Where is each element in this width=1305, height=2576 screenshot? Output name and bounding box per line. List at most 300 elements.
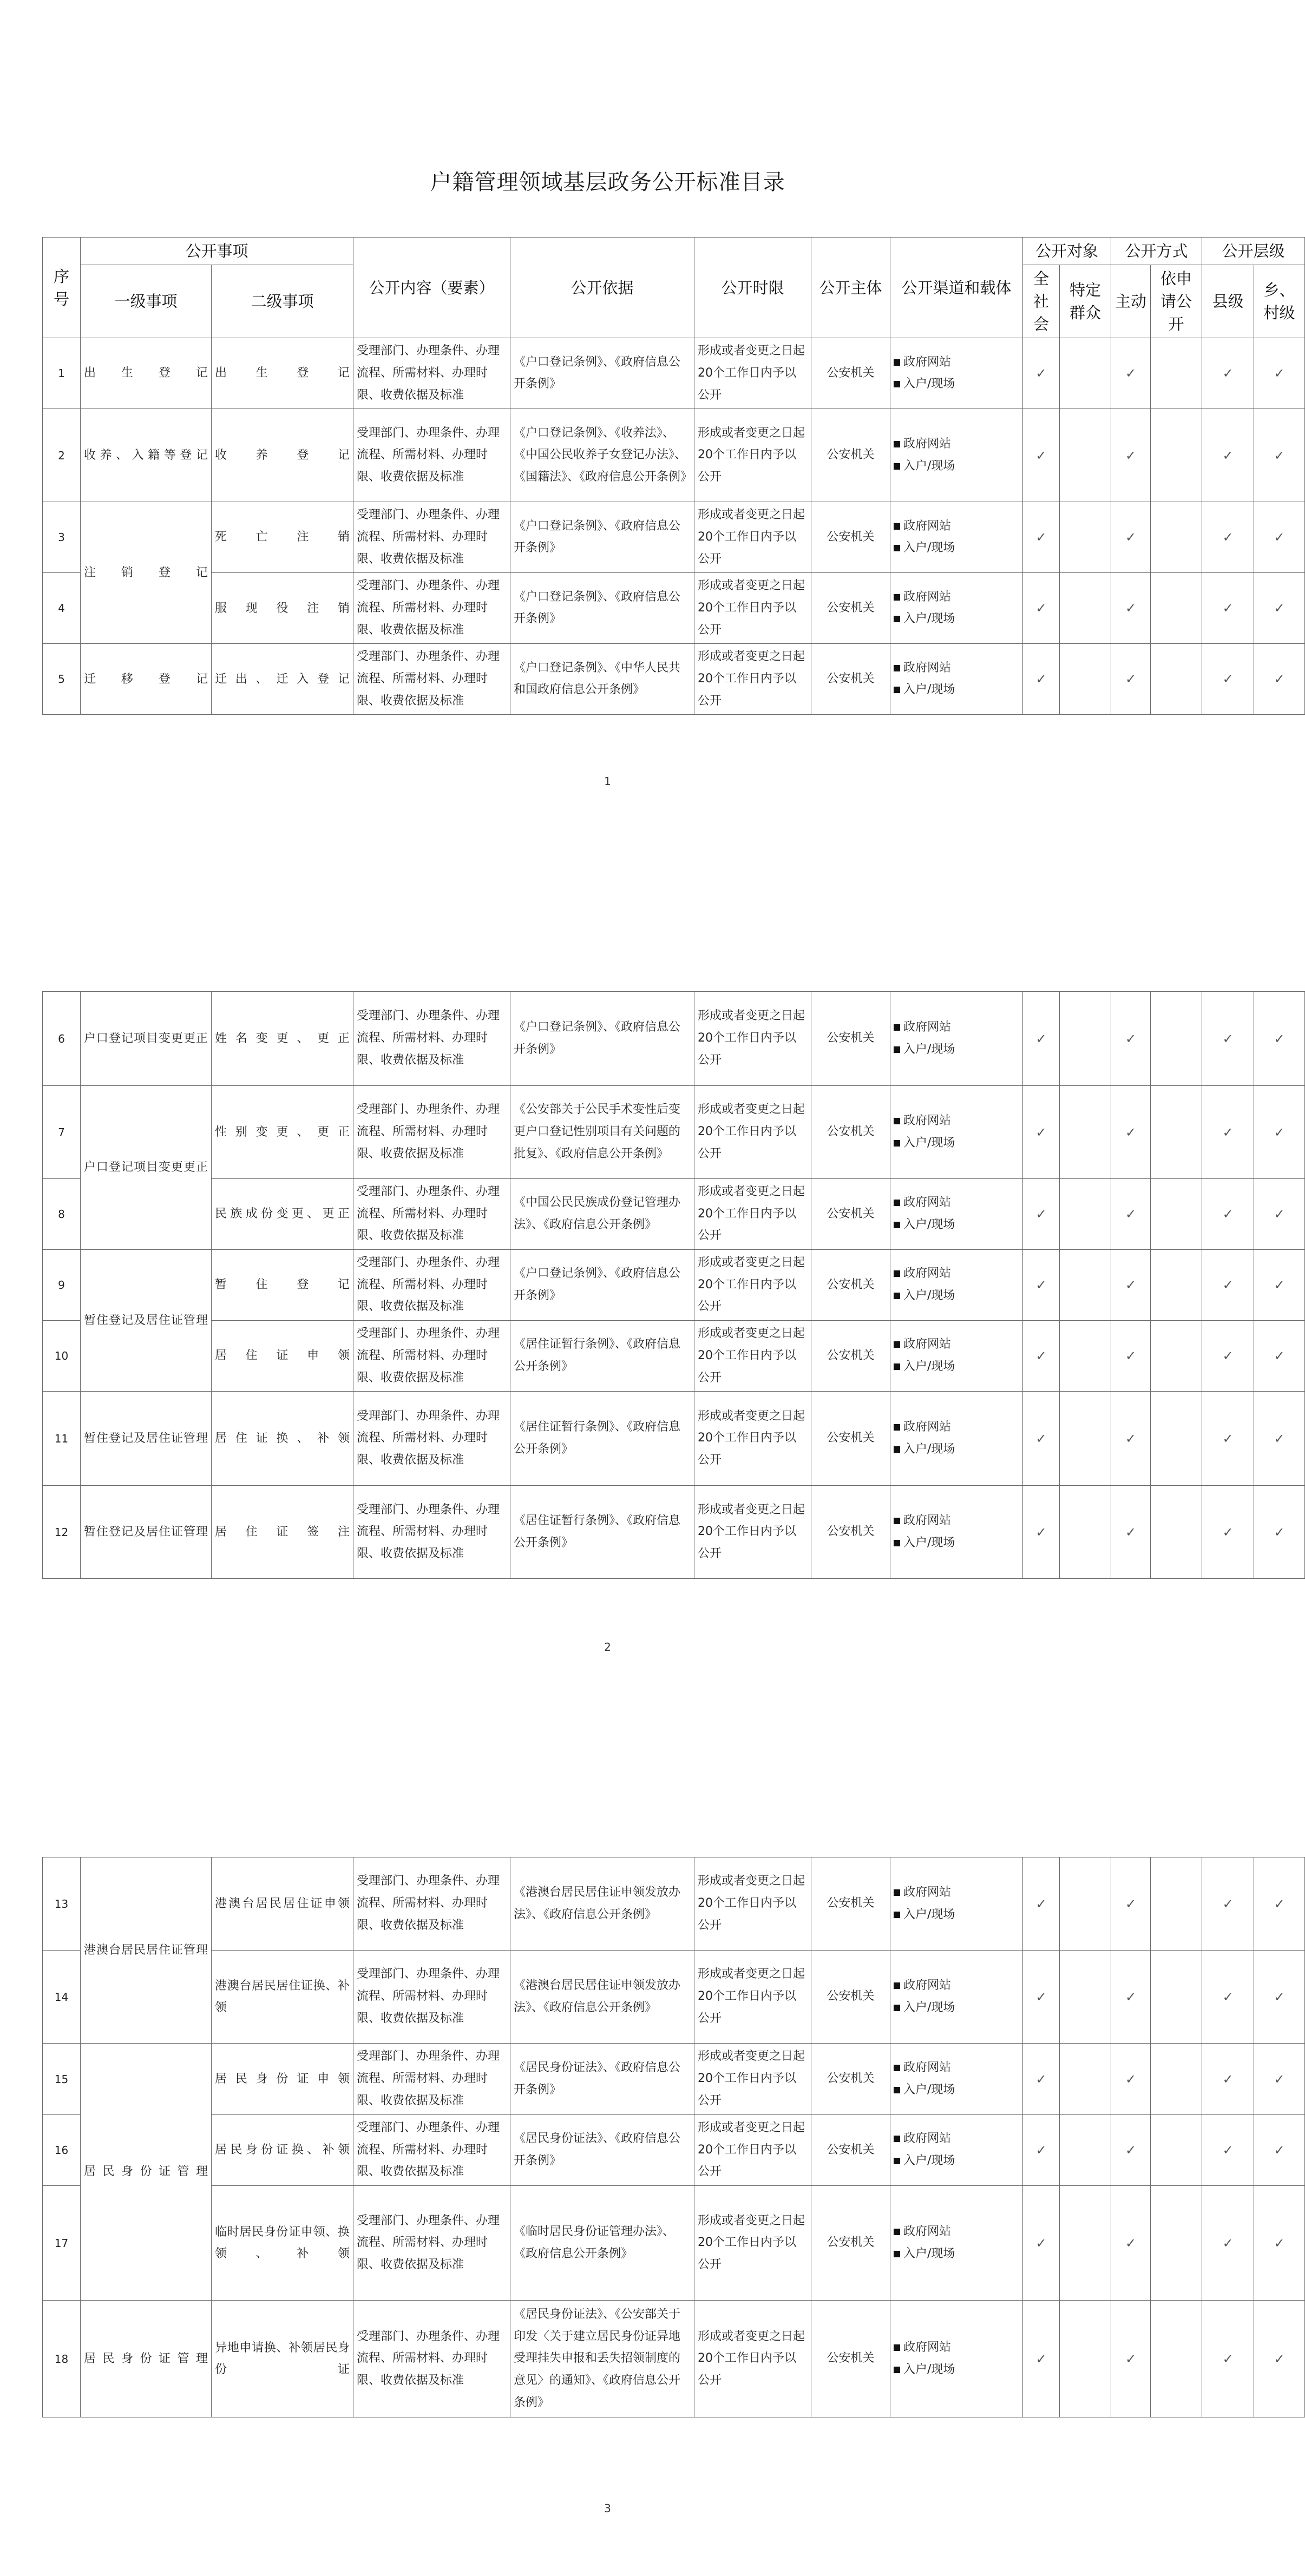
time-cell: 形成或者变更之日起20个工作日内予以公开 [694, 1086, 811, 1179]
channel-site: 入户/现场 [903, 2000, 955, 2014]
check-icon: ✓ [1111, 573, 1151, 644]
table-row [43, 1951, 1305, 2044]
bullet-square-icon [894, 1982, 900, 1989]
subject-cell: 公安机关 [811, 2301, 890, 2417]
channel-web: 政府网站 [903, 2224, 952, 2238]
empty-cell [1151, 2186, 1202, 2301]
bullet-square-icon [894, 1446, 900, 1453]
level2-cell: 居民身份证申领 [212, 2044, 353, 2115]
header-matter: 公开事项 [81, 238, 353, 265]
table-row [43, 1086, 1305, 1179]
bullet-square-icon [894, 665, 900, 671]
page-number: 2 [604, 1641, 611, 1653]
check-icon: ✓ [1023, 1486, 1060, 1579]
channel-site: 入户/现场 [903, 2154, 955, 2168]
content-cell: 受理部门、办理条件、办理流程、所需材料、办理时限、收费依据及标准 [353, 409, 510, 502]
table-row [43, 338, 1305, 409]
level2-cell: 民族成份变更、更正 [212, 1179, 353, 1250]
channel-cell [890, 992, 1023, 1086]
header-target-specific: 特定群众 [1060, 265, 1111, 338]
header-no: 序号 [43, 238, 81, 338]
basis-cell: 《户口登记条例》、《中华人民共和国政府信息公开条例》 [510, 644, 694, 715]
channel-web: 政府网站 [903, 1885, 952, 1899]
level1-cell: 暂住登记及居住证管理 [81, 1392, 212, 1486]
empty-cell [1151, 992, 1202, 1086]
content-cell: 受理部门、办理条件、办理流程、所需材料、办理时限、收费依据及标准 [353, 1392, 510, 1486]
channel-site: 入户/现场 [903, 377, 955, 391]
check-icon: ✓ [1023, 409, 1060, 502]
check-icon: ✓ [1111, 1486, 1151, 1579]
empty-cell [1060, 1486, 1111, 1579]
subject-cell: 公安机关 [811, 409, 890, 502]
check-icon: ✓ [1111, 1951, 1151, 2044]
channel-site: 入户/现场 [903, 1442, 955, 1456]
empty-cell [1060, 1086, 1111, 1179]
content-cell: 受理部门、办理条件、办理流程、所需材料、办理时限、收费依据及标准 [353, 2115, 510, 2186]
level2-cell: 性别变更、更正 [212, 1086, 353, 1179]
row-no: 8 [43, 1179, 81, 1250]
empty-cell [1060, 1321, 1111, 1392]
time-cell: 形成或者变更之日起20个工作日内予以公开 [694, 1392, 811, 1486]
check-icon: ✓ [1254, 409, 1305, 502]
level2-cell: 出生登记 [212, 338, 353, 409]
level2-cell: 迁出、迁入登记 [212, 644, 353, 715]
check-icon: ✓ [1023, 1857, 1060, 1951]
time-cell: 形成或者变更之日起20个工作日内予以公开 [694, 1321, 811, 1392]
empty-cell [1151, 573, 1202, 644]
channel-cell [890, 1857, 1023, 1951]
header-level2: 二级事项 [212, 265, 353, 338]
empty-cell [1151, 2115, 1202, 2186]
subject-cell: 公安机关 [811, 502, 890, 573]
check-icon: ✓ [1202, 1951, 1254, 2044]
check-icon: ✓ [1254, 1321, 1305, 1392]
header-method: 公开方式 [1111, 238, 1202, 265]
channel-site: 入户/现场 [903, 1136, 955, 1150]
check-icon: ✓ [1202, 2044, 1254, 2115]
row-no: 9 [43, 1250, 81, 1321]
check-icon: ✓ [1023, 1392, 1060, 1486]
channel-site: 入户/现场 [903, 612, 955, 626]
channel-web: 政府网站 [903, 519, 952, 533]
empty-cell [1151, 338, 1202, 409]
bullet-square-icon [894, 2158, 900, 2164]
channel-cell [890, 1486, 1023, 1579]
bullet-square-icon [894, 2136, 900, 2142]
subject-cell: 公安机关 [811, 573, 890, 644]
row-no: 12 [43, 1486, 81, 1579]
content-cell: 受理部门、办理条件、办理流程、所需材料、办理时限、收费依据及标准 [353, 502, 510, 573]
row-no: 6 [43, 992, 81, 1086]
bullet-square-icon [894, 1270, 900, 1277]
empty-cell [1060, 1857, 1111, 1951]
check-icon: ✓ [1202, 1321, 1254, 1392]
empty-cell [1060, 2115, 1111, 2186]
check-icon: ✓ [1111, 1086, 1151, 1179]
channel-cell [890, 1179, 1023, 1250]
subject-cell: 公安机关 [811, 1250, 890, 1321]
bullet-square-icon [894, 1200, 900, 1206]
channel-site: 入户/现场 [903, 1218, 955, 1232]
channel-site: 入户/现场 [903, 1289, 955, 1303]
time-cell: 形成或者变更之日起20个工作日内予以公开 [694, 2044, 811, 2115]
check-icon: ✓ [1023, 992, 1060, 1086]
table-row [43, 1179, 1305, 1250]
channel-web: 政府网站 [903, 2340, 952, 2354]
check-icon: ✓ [1254, 1951, 1305, 2044]
level2-cell: 姓名变更、更正 [212, 992, 353, 1086]
channel-cell [890, 409, 1023, 502]
channel-cell [890, 2115, 1023, 2186]
header-subject: 公开主体 [811, 238, 890, 338]
check-icon: ✓ [1254, 992, 1305, 1086]
empty-cell [1151, 1857, 1202, 1951]
basis-cell: 《居民身份证法》、《公安部关于印发〈关于建立居民身份证异地受理挂失申报和丢失招领制度的意见〉的通知》、《政府信息公开条例》 [510, 2301, 694, 2417]
empty-cell [1151, 502, 1202, 573]
channel-cell [890, 502, 1023, 573]
level2-cell: 港澳台居民居住证申领 [212, 1857, 353, 1951]
level1-cell: 暂住登记及居住证管理 [81, 1486, 212, 1579]
level1-cell: 户口登记项目变更更正 [81, 992, 212, 1086]
bullet-square-icon [894, 1889, 900, 1896]
bullet-square-icon [894, 381, 900, 387]
empty-cell [1151, 1086, 1202, 1179]
check-icon: ✓ [1254, 2301, 1305, 2417]
channel-site: 入户/现场 [903, 459, 955, 473]
bullet-square-icon [894, 2065, 900, 2071]
row-no: 14 [43, 1951, 81, 2044]
check-icon: ✓ [1254, 1857, 1305, 1951]
basis-cell: 《港澳台居民居住证申领发放办法》、《政府信息公开条例》 [510, 1857, 694, 1951]
time-cell: 形成或者变更之日起20个工作日内予以公开 [694, 338, 811, 409]
channel-cell [890, 1392, 1023, 1486]
level1-cell: 居民身份证管理 [81, 2301, 212, 2417]
catalog-table-page-2 [42, 991, 1305, 1579]
bullet-square-icon [894, 441, 900, 447]
channel-web: 政府网站 [903, 2132, 952, 2146]
check-icon: ✓ [1254, 1250, 1305, 1321]
time-cell: 形成或者变更之日起20个工作日内予以公开 [694, 2301, 811, 2417]
row-no: 2 [43, 409, 81, 502]
row-no: 7 [43, 1086, 81, 1179]
empty-cell [1151, 409, 1202, 502]
time-cell: 形成或者变更之日起20个工作日内予以公开 [694, 1179, 811, 1250]
catalog-table-page-1 [42, 237, 1305, 715]
check-icon: ✓ [1202, 644, 1254, 715]
empty-cell [1060, 1179, 1111, 1250]
header-level-county: 县级 [1202, 265, 1254, 338]
channel-site: 入户/现场 [903, 1042, 955, 1056]
channel-cell [890, 2044, 1023, 2115]
subject-cell: 公安机关 [811, 1951, 890, 2044]
content-cell: 受理部门、办理条件、办理流程、所需材料、办理时限、收费依据及标准 [353, 2044, 510, 2115]
document-title: 户籍管理领域基层政务公开标准目录 [430, 170, 785, 195]
check-icon: ✓ [1254, 573, 1305, 644]
empty-cell [1151, 644, 1202, 715]
level1-cell: 暂住登记及居住证管理 [81, 1250, 212, 1392]
check-icon: ✓ [1111, 338, 1151, 409]
check-icon: ✓ [1111, 644, 1151, 715]
check-icon: ✓ [1202, 1486, 1254, 1579]
page-number: 1 [604, 775, 611, 788]
channel-site: 入户/现场 [903, 1360, 955, 1374]
check-icon: ✓ [1254, 2044, 1305, 2115]
check-icon: ✓ [1202, 409, 1254, 502]
basis-cell: 《户口登记条例》、《收养法》、《中国公民收养子女登记办法》、《国籍法》、《政府信息公开条例》 [510, 409, 694, 502]
subject-cell: 公安机关 [811, 2044, 890, 2115]
bullet-square-icon [894, 1293, 900, 1299]
content-cell: 受理部门、办理条件、办理流程、所需材料、办理时限、收费依据及标准 [353, 644, 510, 715]
content-cell: 受理部门、办理条件、办理流程、所需材料、办理时限、收费依据及标准 [353, 1179, 510, 1250]
channel-site: 入户/现场 [903, 2083, 955, 2097]
check-icon: ✓ [1202, 338, 1254, 409]
check-icon: ✓ [1023, 644, 1060, 715]
check-icon: ✓ [1202, 1857, 1254, 1951]
level2-cell: 临时居民身份证申领、换领、补领 [212, 2186, 353, 2301]
empty-cell [1060, 2186, 1111, 2301]
check-icon: ✓ [1111, 2044, 1151, 2115]
check-icon: ✓ [1254, 1086, 1305, 1179]
level1-cell: 出生登记 [81, 338, 212, 409]
header-level1: 一级事项 [81, 265, 212, 338]
check-icon: ✓ [1023, 1250, 1060, 1321]
level2-cell: 暂住登记 [212, 1250, 353, 1321]
check-icon: ✓ [1023, 1086, 1060, 1179]
bullet-square-icon [894, 1424, 900, 1431]
check-icon: ✓ [1111, 1179, 1151, 1250]
empty-cell [1151, 1951, 1202, 2044]
check-icon: ✓ [1202, 1250, 1254, 1321]
empty-cell [1060, 409, 1111, 502]
check-icon: ✓ [1023, 502, 1060, 573]
empty-cell [1151, 1250, 1202, 1321]
basis-cell: 《中国公民民族成份登记管理办法》、《政府信息公开条例》 [510, 1179, 694, 1250]
check-icon: ✓ [1111, 992, 1151, 1086]
subject-cell: 公安机关 [811, 338, 890, 409]
table-row [43, 992, 1305, 1086]
level1-cell: 居民身份证管理 [81, 2044, 212, 2301]
empty-cell [1151, 1486, 1202, 1579]
bullet-square-icon [894, 2087, 900, 2093]
check-icon: ✓ [1111, 2186, 1151, 2301]
check-icon: ✓ [1254, 338, 1305, 409]
subject-cell: 公安机关 [811, 992, 890, 1086]
check-icon: ✓ [1202, 2115, 1254, 2186]
basis-cell: 《户口登记条例》、《政府信息公开条例》 [510, 502, 694, 573]
check-icon: ✓ [1202, 1392, 1254, 1486]
empty-cell [1151, 2044, 1202, 2115]
basis-cell: 《港澳台居民居住证申领发放办法》、《政府信息公开条例》 [510, 1951, 694, 2044]
check-icon: ✓ [1111, 2115, 1151, 2186]
subject-cell: 公安机关 [811, 1179, 890, 1250]
level2-cell: 异地申请换、补领居民身份证 [212, 2301, 353, 2417]
basis-cell: 《户口登记条例》、《政府信息公开条例》 [510, 573, 694, 644]
bullet-square-icon [894, 1024, 900, 1031]
channel-web: 政府网站 [903, 590, 952, 604]
header-basis: 公开依据 [510, 238, 694, 338]
channel-web: 政府网站 [903, 355, 952, 369]
empty-cell [1060, 1250, 1111, 1321]
bullet-square-icon [894, 2367, 900, 2373]
bullet-square-icon [894, 616, 900, 622]
level2-cell: 收养登记 [212, 409, 353, 502]
subject-cell: 公安机关 [811, 1486, 890, 1579]
time-cell: 形成或者变更之日起20个工作日内予以公开 [694, 2115, 811, 2186]
check-icon: ✓ [1202, 2186, 1254, 2301]
subject-cell: 公安机关 [811, 1392, 890, 1486]
bullet-square-icon [894, 545, 900, 551]
check-icon: ✓ [1023, 2044, 1060, 2115]
table-row [43, 573, 1305, 644]
bullet-square-icon [894, 1118, 900, 1124]
channel-web: 政府网站 [903, 2060, 952, 2074]
channel-cell [890, 573, 1023, 644]
check-icon: ✓ [1111, 502, 1151, 573]
check-icon: ✓ [1202, 1086, 1254, 1179]
empty-cell [1060, 338, 1111, 409]
channel-cell [890, 644, 1023, 715]
check-icon: ✓ [1023, 1179, 1060, 1250]
time-cell: 形成或者变更之日起20个工作日内予以公开 [694, 409, 811, 502]
bullet-square-icon [894, 463, 900, 470]
check-icon: ✓ [1202, 1179, 1254, 1250]
bullet-square-icon [894, 1140, 900, 1147]
channel-site: 入户/现场 [903, 1536, 955, 1550]
channel-web: 政府网站 [903, 1267, 952, 1281]
table-row [43, 1250, 1305, 1321]
bullet-square-icon [894, 1540, 900, 1546]
level2-cell: 服现役注销 [212, 573, 353, 644]
time-cell: 形成或者变更之日起20个工作日内予以公开 [694, 644, 811, 715]
check-icon: ✓ [1254, 1392, 1305, 1486]
table-row [43, 502, 1305, 573]
empty-cell [1151, 1392, 1202, 1486]
check-icon: ✓ [1202, 502, 1254, 573]
check-icon: ✓ [1254, 502, 1305, 573]
header-target-all: 全社会 [1023, 265, 1060, 338]
empty-cell [1151, 2301, 1202, 2417]
time-cell: 形成或者变更之日起20个工作日内予以公开 [694, 1486, 811, 1579]
catalog-table-page-3 [42, 1857, 1305, 2417]
time-cell: 形成或者变更之日起20个工作日内予以公开 [694, 1857, 811, 1951]
table-row [43, 644, 1305, 715]
content-cell: 受理部门、办理条件、办理流程、所需材料、办理时限、收费依据及标准 [353, 573, 510, 644]
check-icon: ✓ [1254, 1179, 1305, 1250]
row-no: 10 [43, 1321, 81, 1392]
check-icon: ✓ [1111, 2301, 1151, 2417]
channel-web: 政府网站 [903, 661, 952, 675]
channel-cell [890, 338, 1023, 409]
row-no: 16 [43, 2115, 81, 2186]
empty-cell [1060, 644, 1111, 715]
content-cell: 受理部门、办理条件、办理流程、所需材料、办理时限、收费依据及标准 [353, 1086, 510, 1179]
content-cell: 受理部门、办理条件、办理流程、所需材料、办理时限、收费依据及标准 [353, 1951, 510, 2044]
table-row [43, 2115, 1305, 2186]
table-row [43, 2301, 1305, 2417]
time-cell: 形成或者变更之日起20个工作日内予以公开 [694, 992, 811, 1086]
row-no: 5 [43, 644, 81, 715]
basis-cell: 《居民身份证法》、《政府信息公开条例》 [510, 2115, 694, 2186]
time-cell: 形成或者变更之日起20个工作日内予以公开 [694, 1250, 811, 1321]
check-icon: ✓ [1202, 992, 1254, 1086]
empty-cell [1060, 502, 1111, 573]
channel-web: 政府网站 [903, 1114, 952, 1128]
bullet-square-icon [894, 594, 900, 601]
time-cell: 形成或者变更之日起20个工作日内予以公开 [694, 502, 811, 573]
subject-cell: 公安机关 [811, 1857, 890, 1951]
bullet-square-icon [894, 1518, 900, 1524]
subject-cell: 公安机关 [811, 2186, 890, 2301]
channel-cell [890, 1086, 1023, 1179]
header-level: 公开层级 [1202, 238, 1305, 265]
subject-cell: 公安机关 [811, 1321, 890, 1392]
channel-web: 政府网站 [903, 437, 952, 451]
check-icon: ✓ [1023, 1321, 1060, 1392]
content-cell: 受理部门、办理条件、办理流程、所需材料、办理时限、收费依据及标准 [353, 1250, 510, 1321]
table-row [43, 1321, 1305, 1392]
empty-cell [1060, 1951, 1111, 2044]
check-icon: ✓ [1111, 1857, 1151, 1951]
row-no: 18 [43, 2301, 81, 2417]
check-icon: ✓ [1023, 2115, 1060, 2186]
check-icon: ✓ [1023, 338, 1060, 409]
basis-cell: 《临时居民身份证管理办法》、《政府信息公开条例》 [510, 2186, 694, 2301]
check-icon: ✓ [1023, 2186, 1060, 2301]
header-channel: 公开渠道和载体 [890, 238, 1023, 338]
channel-cell [890, 1250, 1023, 1321]
bullet-square-icon [894, 2005, 900, 2011]
bullet-square-icon [894, 687, 900, 693]
channel-cell [890, 2186, 1023, 2301]
header-time: 公开时限 [694, 238, 811, 338]
check-icon: ✓ [1202, 573, 1254, 644]
row-no: 13 [43, 1857, 81, 1951]
header-target: 公开对象 [1023, 238, 1111, 265]
check-icon: ✓ [1023, 1951, 1060, 2044]
bullet-square-icon [894, 2344, 900, 2351]
channel-site: 入户/现场 [903, 541, 955, 555]
empty-cell [1151, 1321, 1202, 1392]
page-number: 3 [604, 2502, 611, 2515]
basis-cell: 《户口登记条例》、《政府信息公开条例》 [510, 338, 694, 409]
channel-cell [890, 2301, 1023, 2417]
check-icon: ✓ [1023, 2301, 1060, 2417]
check-icon: ✓ [1111, 1321, 1151, 1392]
level2-cell: 居住证签注 [212, 1486, 353, 1579]
bullet-square-icon [894, 2251, 900, 2257]
basis-cell: 《户口登记条例》、《政府信息公开条例》 [510, 992, 694, 1086]
empty-cell [1060, 2044, 1111, 2115]
content-cell: 受理部门、办理条件、办理流程、所需材料、办理时限、收费依据及标准 [353, 1486, 510, 1579]
table-row [43, 2186, 1305, 2301]
row-no: 17 [43, 2186, 81, 2301]
row-no: 3 [43, 502, 81, 573]
channel-web: 政府网站 [903, 1196, 952, 1210]
subject-cell: 公安机关 [811, 1086, 890, 1179]
subject-cell: 公安机关 [811, 644, 890, 715]
header-method-request: 依申请公开 [1151, 265, 1202, 338]
row-no: 15 [43, 2044, 81, 2115]
basis-cell: 《居民身份证法》、《政府信息公开条例》 [510, 2044, 694, 2115]
row-no: 1 [43, 338, 81, 409]
level1-cell: 港澳台居民居住证管理 [81, 1857, 212, 2044]
table-row [43, 1857, 1305, 1951]
channel-web: 政府网站 [903, 1514, 952, 1527]
basis-cell: 《居住证暂行条例》、《政府信息公开条例》 [510, 1392, 694, 1486]
bullet-square-icon [894, 523, 900, 530]
time-cell: 形成或者变更之日起20个工作日内予以公开 [694, 2186, 811, 2301]
level1-cell: 户口登记项目变更更正 [81, 1086, 212, 1250]
